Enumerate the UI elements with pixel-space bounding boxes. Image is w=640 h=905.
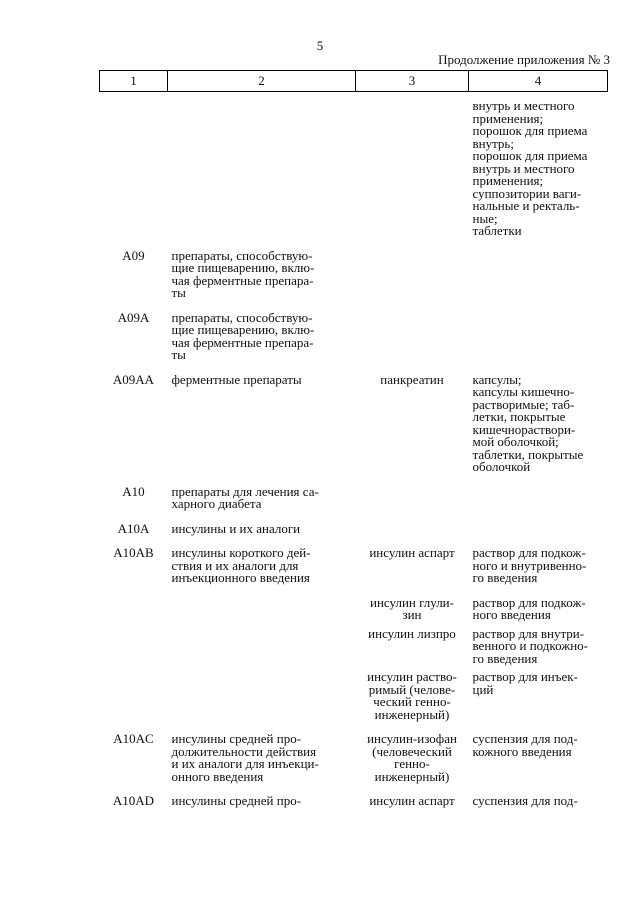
atc-code-cell xyxy=(100,92,168,250)
dosage-form-cell xyxy=(469,486,608,523)
table-row xyxy=(100,92,608,250)
atc-code-cell: A10AC xyxy=(113,731,154,746)
group-name-cell: инсулины и их аналоги xyxy=(171,520,301,536)
group-name-cell xyxy=(168,671,356,733)
dosage-form-cell: раствор для подкож- ного введения xyxy=(472,594,586,622)
dosage-form-cell: внутрь и местного применения; порошок для приема внутрь; порошок для приема внутрь и местного применения; суппозитории ваги- нальные и ректаль- ные; таблетки xyxy=(472,98,588,238)
inn-name-cell xyxy=(356,312,469,374)
dosage-form-cell: суспензия для под- кожного введения xyxy=(472,731,578,759)
column-header-4: 4 xyxy=(469,71,608,92)
group-name-cell: препараты для лечения са- харного диабета xyxy=(171,483,319,511)
dosage-form-cell xyxy=(469,250,608,312)
table-row xyxy=(100,486,608,523)
page-number: 5 xyxy=(316,38,324,53)
atc-code-cell xyxy=(100,597,168,628)
table-row xyxy=(100,795,608,820)
atc-code-cell: A10AB xyxy=(113,545,154,560)
inn-name-cell: инсулин лизпро xyxy=(368,625,456,641)
dosage-form-cell: суспензия для под- xyxy=(472,793,578,808)
column-header-3: 3 xyxy=(356,71,469,92)
group-name-cell: препараты, способствую- щие пищеварению, вклю- чая ферментные препара- ты xyxy=(171,247,315,300)
table-row xyxy=(100,671,608,733)
group-name-cell: препараты, способствую- щие пищеварению, вклю- чая ферментные препара- ты xyxy=(171,309,315,362)
column-header-1: 1 xyxy=(100,71,168,92)
dosage-form-cell: раствор для подкож- ного и внутривенно- го введения xyxy=(472,545,587,585)
inn-name-cell: инсулин глули- зин xyxy=(370,594,454,622)
atc-code-cell xyxy=(100,628,168,672)
inn-name-cell xyxy=(356,523,469,548)
inn-name-cell: инсулин аспарт xyxy=(369,793,455,808)
table-row xyxy=(100,523,608,548)
table-header xyxy=(100,71,608,92)
drug-table xyxy=(99,70,608,820)
group-name-cell xyxy=(168,597,356,628)
table-body xyxy=(100,92,608,820)
table-row xyxy=(100,547,608,597)
inn-name-cell xyxy=(356,92,469,250)
table-row xyxy=(100,374,608,486)
dosage-form-cell xyxy=(469,312,608,374)
table-row xyxy=(100,250,608,312)
inn-name-cell: инсулин раство- римый (челове- ческий генно- инженерный) xyxy=(367,669,457,722)
group-name-cell: инсулины короткого дей- ствия и их аналоги для инъекционного введения xyxy=(171,545,311,585)
inn-name-cell: инсулин аспарт xyxy=(369,545,455,560)
atc-code-cell: A09A xyxy=(117,309,150,325)
dosage-form-cell: раствор для инъек- ций xyxy=(472,669,578,697)
atc-code-cell: A09AA xyxy=(112,371,155,387)
atc-code-cell xyxy=(100,671,168,733)
column-header-2: 2 xyxy=(168,71,356,92)
inn-name-cell: панкреатин xyxy=(380,371,444,387)
group-name-cell: ферментные препараты xyxy=(171,371,302,387)
group-name-cell: инсулины средней про- должительности действия и их аналоги для инъекци- онного введения xyxy=(171,731,319,784)
dosage-form-cell: раствор для внутри- венного и подкожно- го введения xyxy=(472,625,589,666)
table-row xyxy=(100,597,608,628)
group-name-cell xyxy=(168,92,356,250)
atc-code-cell: A10A xyxy=(117,520,150,536)
table-row xyxy=(100,312,608,374)
inn-name-cell xyxy=(356,250,469,312)
atc-code-cell: A10AD xyxy=(112,793,155,808)
group-name-cell xyxy=(168,628,356,672)
group-name-cell: инсулины средней про- xyxy=(171,793,302,808)
dosage-form-cell: капсулы; капсулы кишечно- растворимые; таб- летки, покрытые кишечнораствори- мой оболочкой; таблетки, покрытые оболочкой xyxy=(472,371,584,474)
table-row xyxy=(100,733,608,795)
inn-name-cell xyxy=(356,486,469,523)
dosage-form-cell xyxy=(469,523,608,548)
inn-name-cell: инсулин-изофан (человеческий генно- инженерный) xyxy=(367,731,457,784)
atc-code-cell: A09 xyxy=(122,247,145,263)
atc-code-cell: A10 xyxy=(122,483,145,499)
table-row xyxy=(100,628,608,672)
continuation-label: Продолжение приложения № 3 xyxy=(438,52,610,67)
